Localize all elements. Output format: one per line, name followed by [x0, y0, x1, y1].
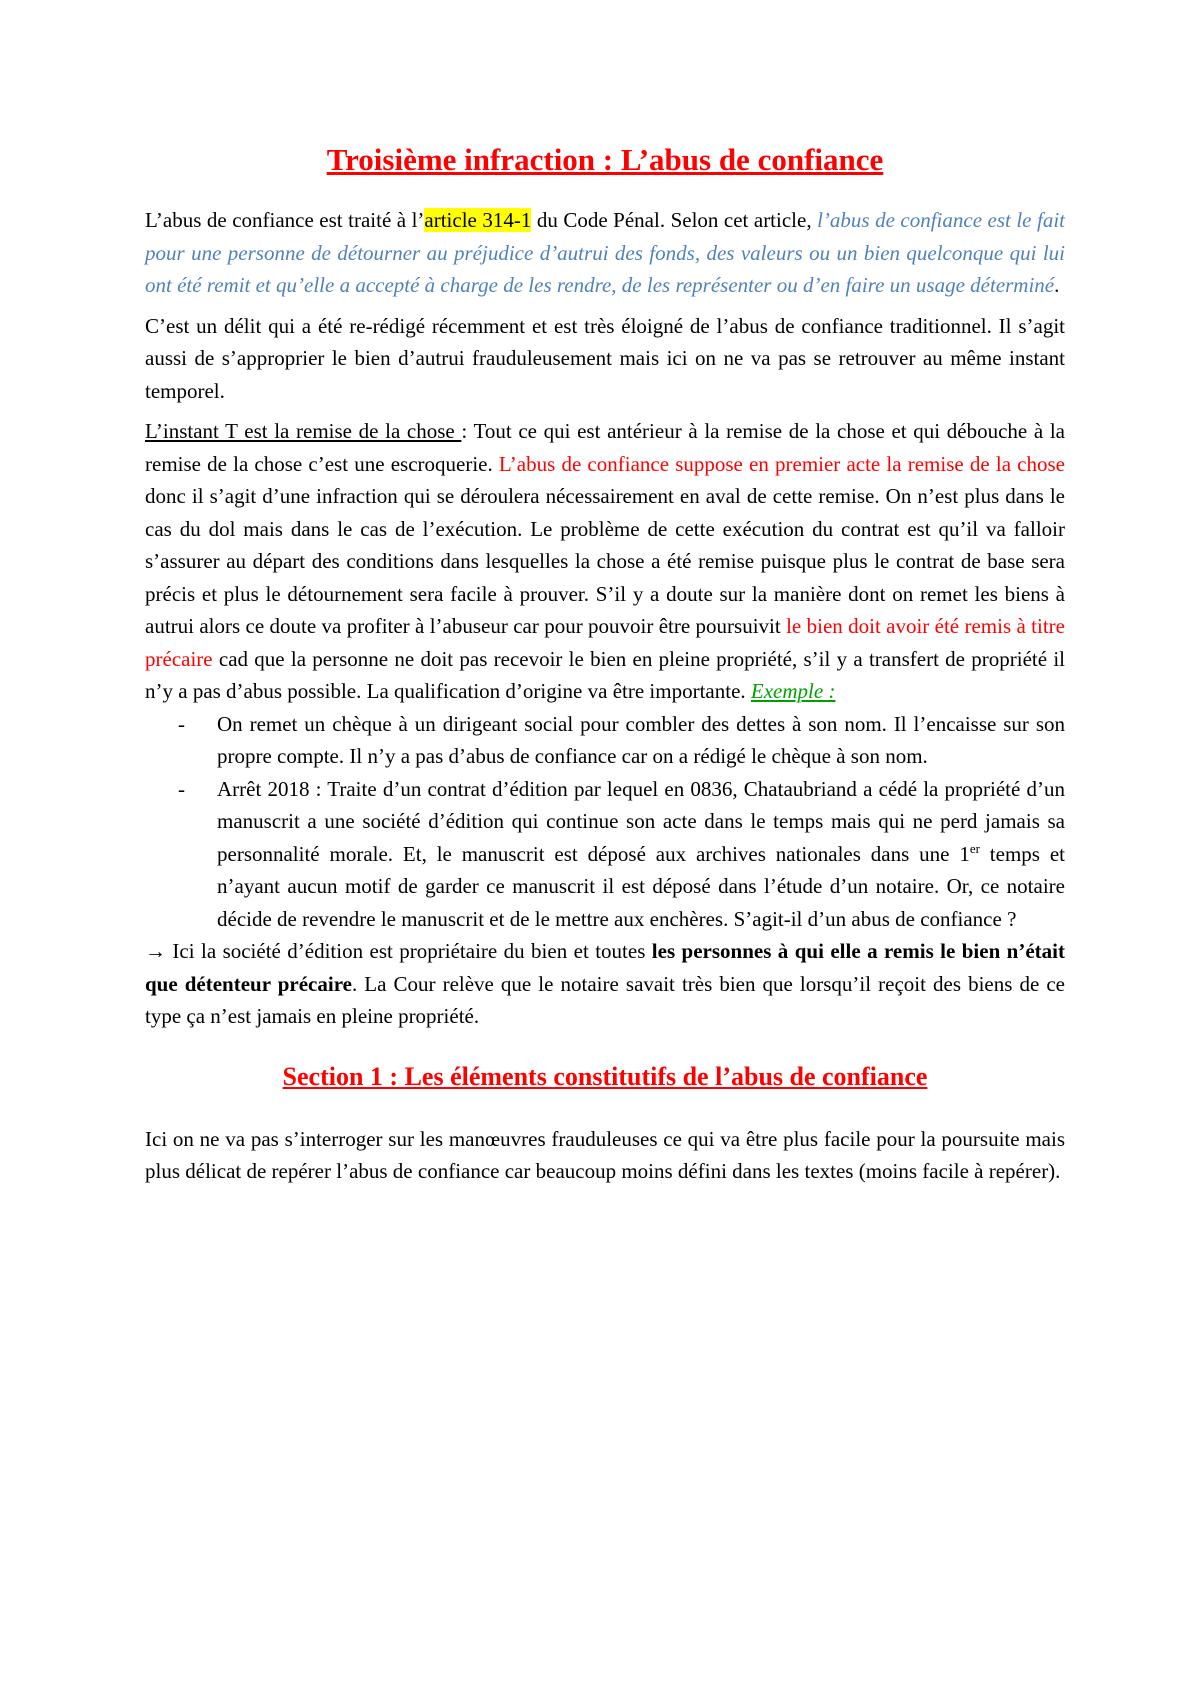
- paragraph-conclusion: [145, 935, 1065, 1033]
- example-list: [145, 708, 1065, 936]
- conclusion-bold: les personnes à qui elle a remis le bien n’était que détenteur précaire: [145, 939, 1066, 996]
- instant-t-heading: L’instant T est la remise de la chose: [145, 419, 462, 443]
- ordinal-superscript: er: [969, 840, 980, 856]
- definition-end: .: [1054, 273, 1060, 297]
- definition-intro: L’abus de confiance est traité à l’: [145, 208, 425, 232]
- instant-t-red-1: L’abus de confiance suppose en premier acte la remise de la chose: [498, 451, 1065, 476]
- definition-code: du Code Pénal. Selon cet article,: [531, 208, 818, 232]
- paragraph-section-intro: Ici on ne va pas s’interroger sur les manœuvres frauduleuses ce qui va être plus facile pour la poursuite mais plus délicat de repérer l’abus de confiance car beaucoup moins défini dans les textes (moins facile à repérer).: [145, 1126, 1065, 1183]
- instant-t-red-2: le bien doit avoir été remis à titre précaire: [145, 614, 1065, 671]
- instant-t-text-3: cad que la personne ne doit pas recevoir le bien en pleine propriété, s’il y a transfert de propriété il n’y a pas d’abus possible. La qualification d’origine va être importante.: [145, 646, 1065, 703]
- paragraph-instant-t: [145, 415, 1065, 708]
- document-page: [145, 140, 1065, 1196]
- instant-t-text-2: donc il s’agit d’une infraction qui se déroulera nécessairement en aval de cette remise. On n’est plus dans le cas du dol mais dans le cas de l’exécution. Le problème de cette exécution du contrat est qu’il va falloir s’assurer au départ des conditions dans lesquelles la chose a été remise puisque plus le contrat de base sera précis et plus le détournement sera facile à prouver. S’il y a doute sur la manière dont on remet les biens à autrui alors ce doute va profiter à l’abuseur car pour pouvoir être poursuivit: [145, 484, 1065, 638]
- section-title: Section 1 : Les éléments constitutifs de l’abus de confiance: [282, 1061, 928, 1091]
- arret-text-2: temps et n’ayant aucun motif de garder ce manuscrit il est déposé dans l’étude d’un notaire. Or, ce notaire décide de revendre le manuscrit et de le mettre aux enchères. S’agit-il d’un abus de confiance ?: [217, 841, 1065, 931]
- conclusion-text-1: Ici la société d’édition est propriétaire du bien et toutes: [166, 939, 652, 963]
- article-quote: l’abus de confiance est le fait pour une personne de détourner au préjudice d’autrui des fonds, des valeurs ou un bien quelconque qui lui ont été remit et qu’elle a accepté à charge de les rendre, de les représenter ou d’en faire un usage déterminé: [145, 208, 1065, 297]
- conclusion-text-2: . La Cour relève que le notaire savait très bien que lorsqu’il reçoit des biens de ce type ça n’est jamais en pleine propriété.: [145, 971, 1065, 1028]
- list-item: [217, 773, 1065, 936]
- instant-t-text-1: : Tout ce qui est antérieur à la remise de la chose et qui débouche à la remise de la chose c’est une escroquerie.: [145, 419, 1065, 476]
- article-reference: article 314-1: [424, 208, 532, 232]
- list-item: - On remet un chèque à un dirigeant social pour combler des dettes à son nom. Il l’encaisse sur son propre compte. Il n’y a pas d’abus de confiance car on a rédigé le chèque à son nom.: [217, 708, 1065, 773]
- page-title: Troisième infraction : L’abus de confiance: [326, 142, 884, 177]
- example-label: Exemple :: [750, 679, 836, 703]
- arrow-icon: →: [145, 939, 166, 963]
- arret-text-1: Arrêt 2018 : Traite d’un contrat d’édition par lequel en 0836, Chataubriand a cédé la propriété d’un manuscrit a une société d’édition qui continue son acte dans le temps mais qui ne perd jamais sa personnalité morale. Et, le manuscrit est déposé aux archives nationales dans une 1: [217, 776, 1065, 866]
- paragraph-definition: [145, 204, 1065, 302]
- paragraph-context: C’est un délit qui a été re-rédigé récemment et est très éloigné de l’abus de confiance traditionnel. Il s’agit aussi de s’approprier le bien d’autrui frauduleusement mais ici on ne va pas se retrouver au même instant temporel.: [145, 313, 1065, 403]
